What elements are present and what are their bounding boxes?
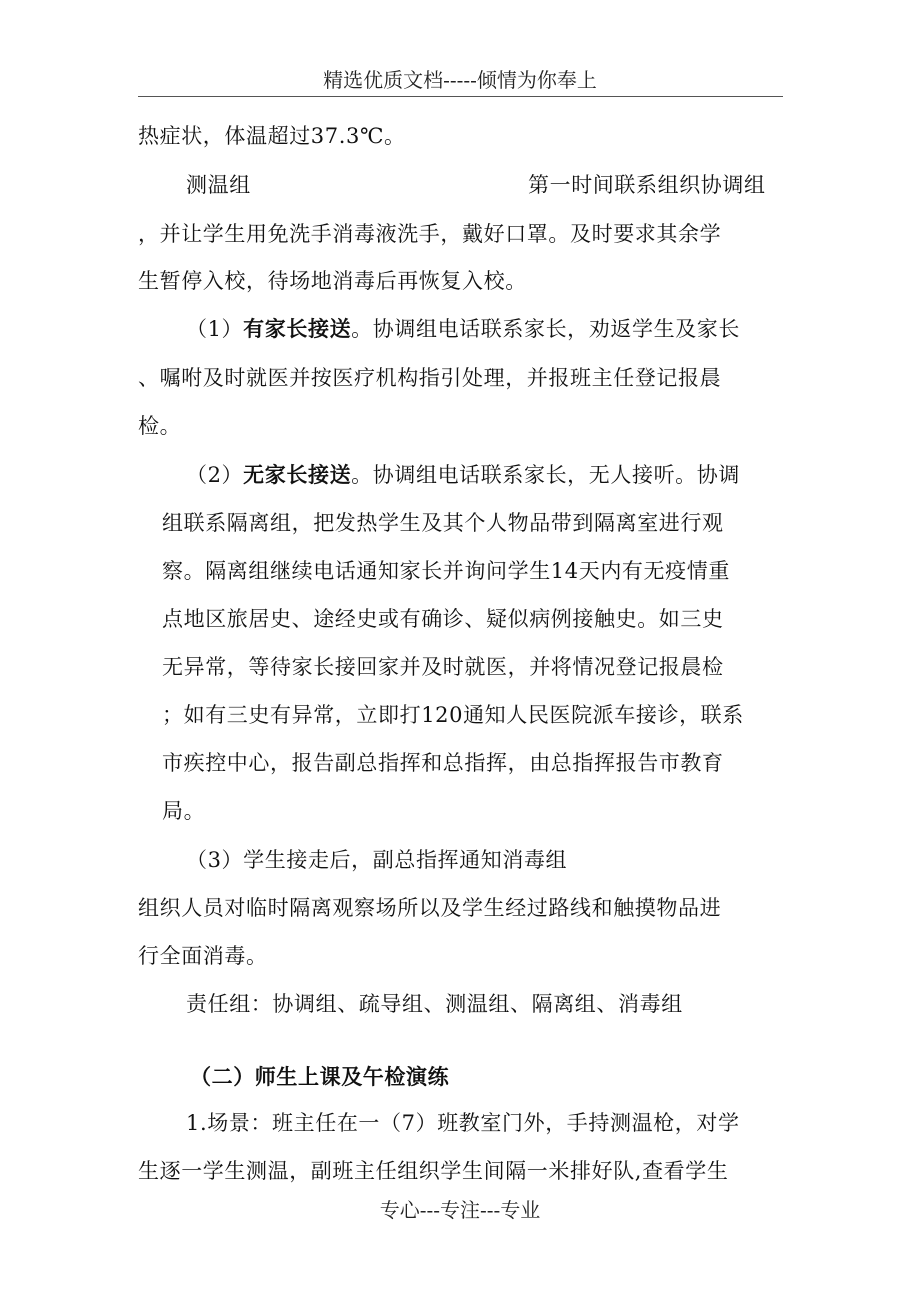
paragraph-line: 组织人员对临时隔离观察场所以及学生经过路线和触摸物品进 [138, 896, 722, 920]
paragraph-line: 无异常，等待家长接回家并及时就医，并将情况登记报晨检 [162, 655, 724, 679]
paragraph-line: 生逐一学生测温，副班主任组织学生间隔一米排好队,查看学生 [138, 1159, 729, 1183]
paragraph-line: 行全面消毒。 [138, 944, 268, 968]
paragraph-line: 测温组 [186, 173, 251, 197]
paragraph-line: 第一时间联系组织协调组 [528, 173, 766, 197]
paragraph-line: ，并让学生用免洗手消毒液洗手，戴好口罩。及时要求其余学 [138, 222, 722, 246]
paragraph-line [186, 314, 740, 344]
paragraph-line: 生暂停入校，待场地消毒后再恢复入校。 [138, 269, 527, 293]
paragraph-line: 察。隔离组继续电话通知家长并询问学生14天内有无疫情重 [162, 559, 730, 583]
item-text: 。协调组电话联系家长，无人接听。协调 [351, 463, 740, 487]
item-number: （1） [186, 317, 244, 341]
paragraph-line: 市疾控中心，报告副总指挥和总指挥，由总指挥报告市教育 [162, 751, 724, 775]
paragraph-line: 检。 [138, 414, 182, 438]
header-divider [138, 96, 783, 97]
paragraph-line: 点地区旅居史、途经史或有确诊、疑似病例接触史。如三史 [162, 607, 724, 631]
page-footer: 专心---专注---专业 [379, 1198, 541, 1222]
paragraph-line: 局。 [162, 799, 206, 823]
item-title: 无家长接送 [243, 462, 352, 487]
paragraph-line: ；如有三史有异常，立即打120通知人民医院派车接诊，联系 [162, 703, 744, 727]
paragraph-line: 组联系隔离组，把发热学生及其个人物品带到隔离室进行观 [162, 511, 724, 535]
page-header: 精选优质文档-----倾情为你奉上 [323, 68, 597, 92]
item-text: 。协调组电话联系家长，劝返学生及家长 [351, 317, 740, 341]
paragraph-line: 、嘱咐及时就医并按医疗机构指引处理，并报班主任登记报晨 [138, 366, 722, 390]
paragraph-line: 热症状，体温超过37.3℃。 [138, 124, 406, 148]
paragraph-line: 1.场景：班主任在一（7）班教室门外，手持测温枪，对学 [186, 1111, 740, 1135]
responsible-groups: 责任组：协调组、疏导组、测温组、隔离组、消毒组 [186, 992, 683, 1016]
section-heading: （二）师生上课及午检演练 [190, 1064, 450, 1089]
item-title: 有家长接送 [243, 316, 352, 341]
paragraph-line [186, 460, 740, 490]
item-number: （2） [186, 463, 244, 487]
paragraph-line: （3）学生接走后，副总指挥通知消毒组 [186, 848, 568, 872]
